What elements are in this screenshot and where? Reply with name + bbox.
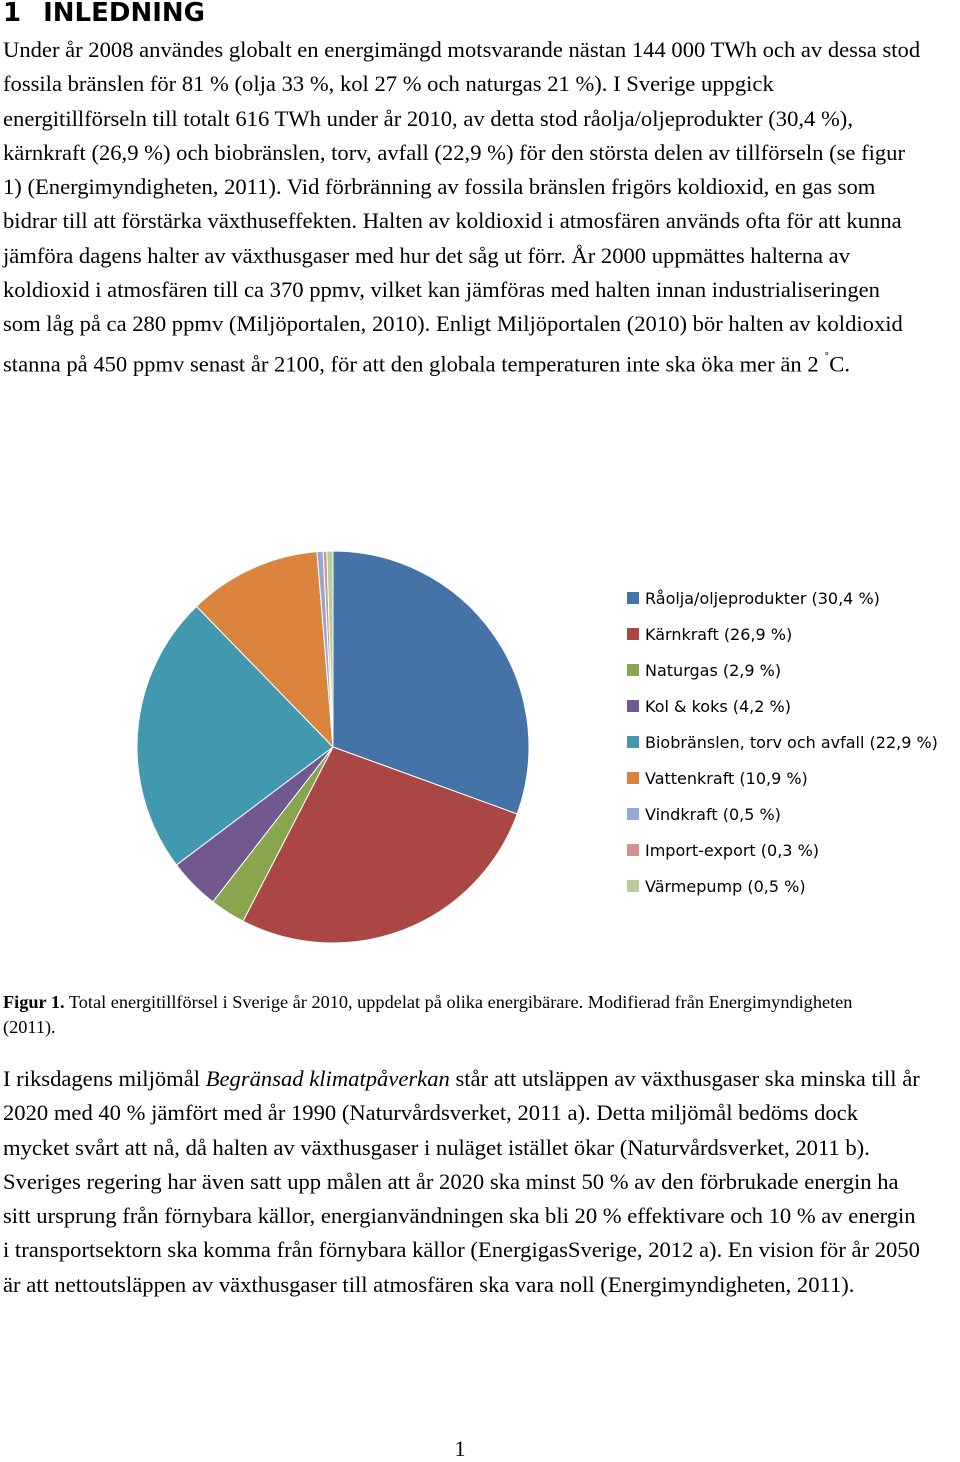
- goals-paragraph-text: står att utsläppen av växthusgaser ska minska till år 2020 med 40 % jämfört med år 1990 (Naturvårdsverket, 2011 a). Detta miljömål bedöms dock mycket svårt att nå, då halten av växthusgaser i nuläget istället ökar (Naturvårdsverket, 2011 b). Sveriges regering har även satt upp målen att år 2020 ska minst 50 % av den förbrukade energin ha sitt ursprung från förnybara källor, energianvändningen ska bli 20 % effektivare och 10 % av energin i transportsektorn ska komma från förnybara källor (EnergigasSverige, 2012 a). En vision för år 2050 är att nettoutsläppen av växthusgaser till atmosfären ska vara noll (Energimyndigheten, 2011).: [3, 1066, 920, 1297]
- degree-symbol: ˚: [824, 350, 830, 367]
- legend-label-7: Vindkraft (0,5 %): [645, 805, 781, 824]
- pie-slices: [137, 551, 529, 943]
- energy-pie-chart: [0, 530, 960, 950]
- section-number: 1: [3, 0, 22, 28]
- legend-swatch-7: [627, 808, 639, 820]
- legend-swatch-4: [627, 700, 639, 712]
- section-title: INLEDNING: [43, 0, 205, 28]
- figure-caption-text: Total energitillförsel i Sverige år 2010, uppdelat på olika energibärare. Modifierad från Energimyndigheten (2011).: [3, 992, 853, 1037]
- legend-label-9: Värmepump (0,5 %): [645, 877, 806, 896]
- figure-label: Figur 1.: [3, 992, 65, 1012]
- legend-label-5: Biobränslen, torv och avfall (22,9 %): [645, 733, 938, 752]
- legend-label-4: Kol & koks (4,2 %): [645, 697, 791, 716]
- intro-paragraph: [3, 33, 923, 382]
- legend-label-1: Råolja/oljeprodukter (30,4 %): [645, 589, 880, 608]
- intro-paragraph-end: C.: [829, 351, 851, 377]
- legend-label-2: Kärnkraft (26,9 %): [645, 625, 793, 644]
- legend-label-6: Vattenkraft (10,9 %): [645, 769, 808, 788]
- legend-swatch-6: [627, 772, 639, 784]
- page-number: 1: [454, 1436, 466, 1461]
- legend-label-8: Import-export (0,3 %): [645, 841, 820, 860]
- legend-swatch-3: [627, 664, 639, 676]
- goals-paragraph-start: I riksdagens miljömål: [3, 1066, 201, 1091]
- legend-swatch-9: [627, 880, 639, 892]
- legend-label-3: Naturgas (2,9 %): [645, 661, 782, 680]
- legend-swatch-5: [627, 736, 639, 748]
- section-heading: [3, 0, 205, 28]
- goals-paragraph: [3, 1062, 923, 1302]
- chart-legend: [627, 589, 938, 896]
- intro-paragraph-text: Under år 2008 användes globalt en energimängd motsvarande nästan 144 000 TWh och av dessa stod fossila bränslen för 81 % (olja 33 %, kol 27 % och naturgas 21 %). I Sverige uppgick energitillförseln till totalt 616 TWh under år 2010, av detta stod råolja/oljeprodukter (30,4 %), kärnkraft (26,9 %) och biobränslen, torv, avfall (22,9 %) för den största delen av tillförseln (se figur 1) (Energimyndigheten, 2011). Vid förbränning av fossila bränslen frigörs koldioxid, en gas som bidrar till att förstärka växthuseffekten. Halten av koldioxid i atmosfären används ofta för att kunna jämföra dagens halter av växthusgaser med hur det såg ut förr. År 2000 uppmättes halterna av koldioxid i atmosfären till ca 370 ppmv, vilket kan jämföras med halten innan industrialiseringen som låg på ca 280 ppmv (Miljöportalen, 2010). Enligt Miljöportalen (2010) bör halten av koldioxid stanna på 450 ppmv senast år 2100, för att den globala temperaturen inte ska öka mer än 2: [3, 37, 921, 377]
- legend-swatch-1: [627, 592, 639, 604]
- figure-caption: [3, 990, 903, 1040]
- legend-swatch-2: [627, 628, 639, 640]
- goal-name: Begränsad klimatpåverkan: [205, 1066, 450, 1091]
- legend-swatch-8: [627, 844, 639, 856]
